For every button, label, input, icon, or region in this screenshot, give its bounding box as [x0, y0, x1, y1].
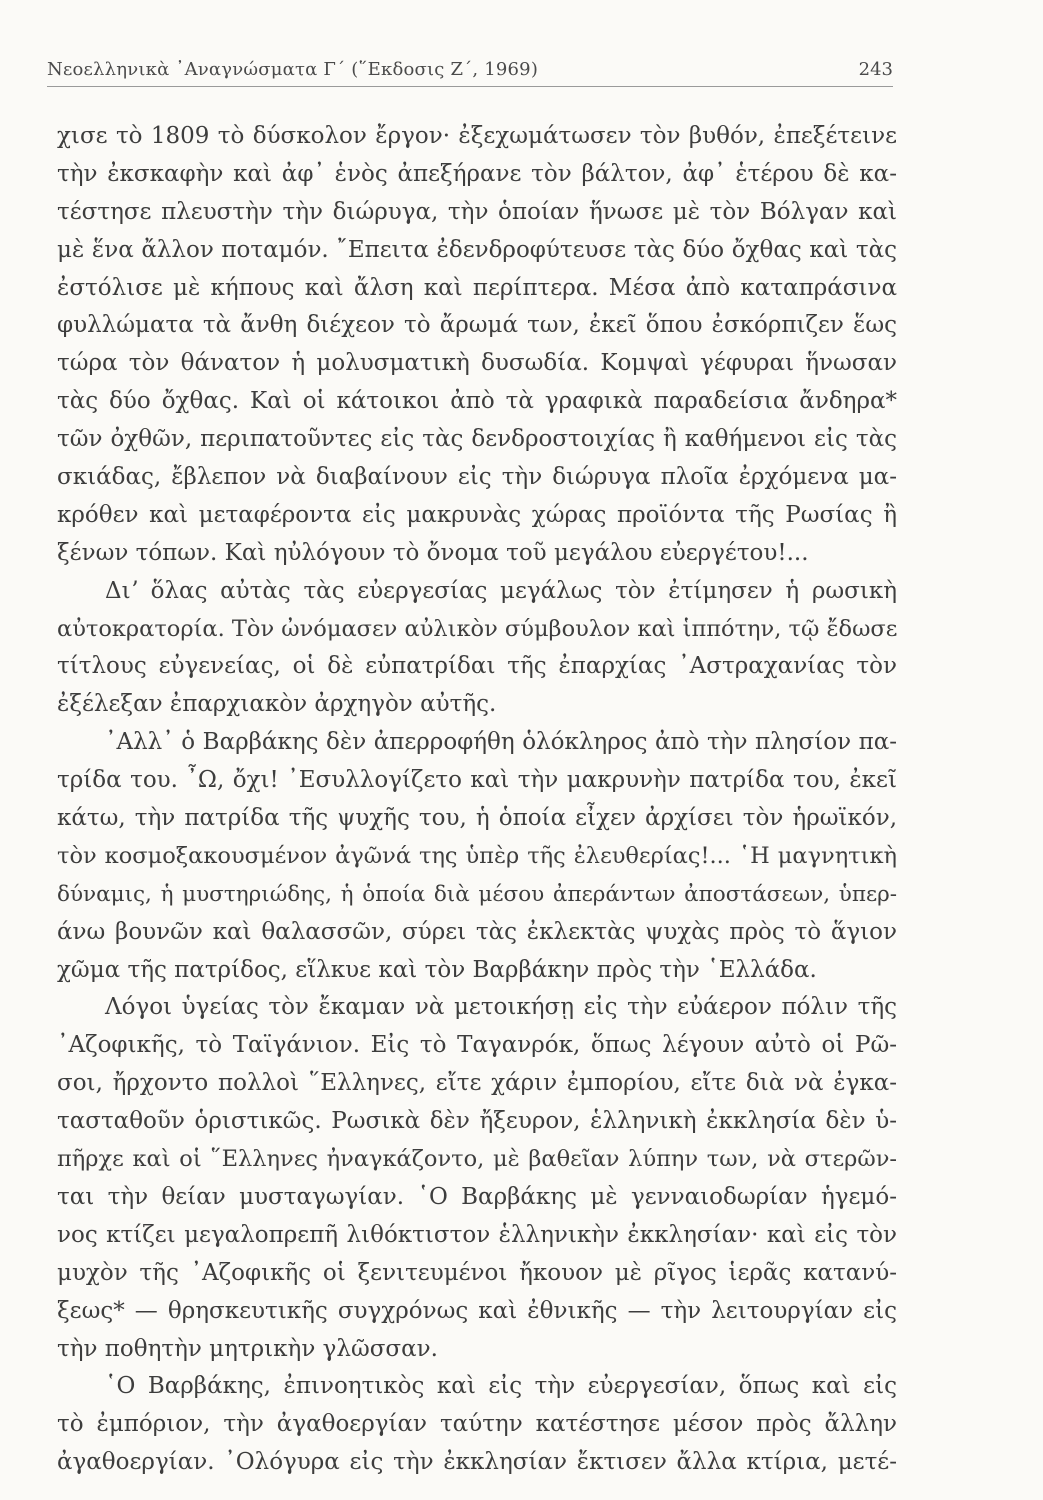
- text-line: ἐστόλισε μὲ κήπους καὶ ἄλση καὶ περίπτερα. Μέσα ἀπὸ καταπράσινα: [57, 274, 897, 301]
- text-line: τέστησε πλευστὴν τὴν διώρυγα, τὴν ὁποίαν ἥνωσε μὲ τὸν Βόλγαν καὶ: [57, 198, 897, 225]
- text-line: δύναμις, ἡ μυστηριώδης, ἡ ὁποία διὰ μέσου ἀπεράντων ἀποστάσεων, ὑπερ-: [57, 881, 897, 907]
- text-line: ᾿Αλλ᾿ ὁ Βαρβάκης δὲν ἀπερροφήθη ὁλόκληρος ἀπὸ τὴν πλησίον πα-: [105, 729, 897, 756]
- header-rule: [47, 86, 893, 87]
- text-line: τὸ ἐμπόριον, τὴν ἀγαθοεργίαν ταύτην κατέστησε μέσον πρὸς ἄλλην: [57, 1411, 897, 1438]
- text-line: αὐτοκρατορία. Τὸν ὠνόμασεν αὐλικὸν σύμβουλον καὶ ἱππότην, τῷ ἔδωσε: [57, 615, 897, 642]
- running-title: Νεοελληνικὰ ᾿Αναγνώσματα Γ΄ (῞Εκδοσις Ζ΄, 1969): [47, 59, 539, 80]
- text-line: πῆρχε καὶ οἱ ῞Ελληνες ἠναγκάζοντο, μὲ βαθεῖαν λύπην των, νὰ στερῶν-: [57, 1146, 897, 1173]
- text-line: χῶμα τῆς πατρίδος, εἵλκυε καὶ τὸν Βαρβάκην πρὸς τὴν ῾Ελλάδα.: [57, 956, 817, 983]
- text-line: μὲ ἕνα ἄλλον ποταμόν. ῎Επειτα ἐδενδροφύτευσε τὰς δύο ὄχθας καὶ τὰς: [57, 236, 897, 263]
- text-line: τὴν ἐκσκαφὴν καὶ ἀφ᾿ ἑνὸς ἀπεξήρανε τὸν βάλτον, ἀφ᾿ ἑτέρου δὲ κα-: [57, 160, 897, 187]
- text-line: μυχὸν τῆς ᾿Αζοφικῆς οἱ ξενιτευμένοι ἤκουον μὲ ρῖγος ἱερᾶς κατανύ-: [57, 1259, 897, 1286]
- text-line: χισε τὸ 1809 τὸ δύσκολον ἔργον· ἐξεχωμάτωσεν τὸν βυθόν, ἐπεξέτεινε: [57, 123, 897, 149]
- text-line: φυλλώματα τὰ ἄνθη διέχεον τὸ ἄρωμά των, ἐκεῖ ὅπου ἐσκόρπιζεν ἕως: [57, 312, 897, 339]
- text-line: κάτω, τὴν πατρίδα τῆς ψυχῆς του, ἡ ὁποία εἶχεν ἀρχίσει τὸν ἡρωϊκόν,: [57, 805, 897, 832]
- text-line: κρόθεν καὶ μεταφέροντα εἰς μακρυνὰς χώρας προϊόντα τῆς Ρωσίας ἢ: [57, 501, 897, 528]
- text-line: τὴν ποθητὴν μητρικὴν γλῶσσαν.: [57, 1335, 438, 1362]
- text-line: Λόγοι ὑγείας τὸν ἔκαμαν νὰ μετοικήσῃ εἰς τὴν εὐάερον πόλιν τῆς: [105, 994, 897, 1021]
- text-line: Διʼ ὅλας αὐτὰς τὰς εὐεργεσίας μεγάλως τὸν ἐτίμησεν ἡ ρωσικὴ: [105, 577, 897, 604]
- text-line: τῶν ὀχθῶν, περιπατοῦντες εἰς τὰς δενδροστοιχίας ἢ καθήμενοι εἰς τὰς: [57, 426, 897, 453]
- text-line: ᾿Αζοφικῆς, τὸ Ταϊγάνιον. Εἰς τὸ Ταγανρόκ, ὅπως λέγουν αὐτὸ οἱ Ρῶ-: [57, 1032, 897, 1059]
- text-line: τίτλους εὐγενείας, οἱ δὲ εὐπατρίδαι τῆς ἐπαρχίας ᾿Αστραχανίας τὸν: [57, 653, 897, 680]
- text-line: ται τὴν θείαν μυσταγωγίαν. ῾Ο Βαρβάκης μὲ γενναιοδωρίαν ἡγεμό-: [57, 1183, 897, 1210]
- text-line: τρίδα του. ῏Ω, ὄχι! ᾿Εσυλλογίζετο καὶ τὴν μακρυνὴν πατρίδα του, ἐκεῖ: [57, 767, 897, 794]
- text-line: τὸν κοσμοξακουσμένον ἀγῶνά της ὑπὲρ τῆς ἐλευθερίας!... ῾Η μαγνητικὴ: [57, 842, 897, 869]
- text-line: τασταθοῦν ὁριστικῶς. Ρωσικὰ δὲν ἤξευρον, ἑλληνικὴ ἐκκλησία δὲν ὑ-: [57, 1108, 897, 1135]
- body-text: [57, 118, 897, 1482]
- text-line: σκιάδας, ἔβλεπον νὰ διαβαίνουν εἰς τὴν διώρυγα πλοῖα ἐρχόμενα μα-: [57, 464, 897, 491]
- text-line: τὰς δύο ὄχθας. Καὶ οἱ κάτοικοι ἀπὸ τὰ γραφικὰ παραδείσια ἄνδηρα*: [57, 388, 897, 415]
- text-line: ἐξέλεξαν ἐπαρχιακὸν ἀρχηγὸν αὐτῆς.: [57, 691, 497, 718]
- text-line: ξένων τόπων. Καὶ ηὐλόγουν τὸ ὄνομα τοῦ μεγάλου εὐεργέτου!...: [57, 539, 809, 566]
- text-line: νος κτίζει μεγαλοπρεπῆ λιθόκτιστον ἑλληνικὴν ἐκκλησίαν· καὶ εἰς τὸν: [57, 1221, 897, 1248]
- text-line: σοι, ἤρχοντο πολλοὶ ῞Ελληνες, εἴτε χάριν ἐμπορίου, εἴτε διὰ νὰ ἐγκα-: [57, 1070, 897, 1097]
- text-line: ῾Ο Βαρβάκης, ἐπινοητικὸς καὶ εἰς τὴν εὐεργεσίαν, ὅπως καὶ εἰς: [105, 1373, 897, 1400]
- text-line: ἀγαθοεργίαν. ᾿Ολόγυρα εἰς τὴν ἐκκλησίαν ἔκτισεν ἄλλα κτίρια, μετέ-: [57, 1449, 897, 1476]
- running-header: [47, 58, 893, 86]
- text-line: ξεως* — θρησκευτικῆς συγχρόνως καὶ ἐθνικῆς — τὴν λειτουργίαν εἰς: [57, 1297, 897, 1324]
- text-line: τώρα τὸν θάνατον ἡ μολυσματικὴ δυσωδία. Κομψαὶ γέφυραι ἥνωσαν: [57, 350, 897, 377]
- page-number: 243: [858, 59, 893, 80]
- text-line: άνω βουνῶν καὶ θαλασσῶν, σύρει τὰς ἐκλεκτὰς ψυχὰς πρὸς τὸ ἅγιον: [57, 918, 897, 945]
